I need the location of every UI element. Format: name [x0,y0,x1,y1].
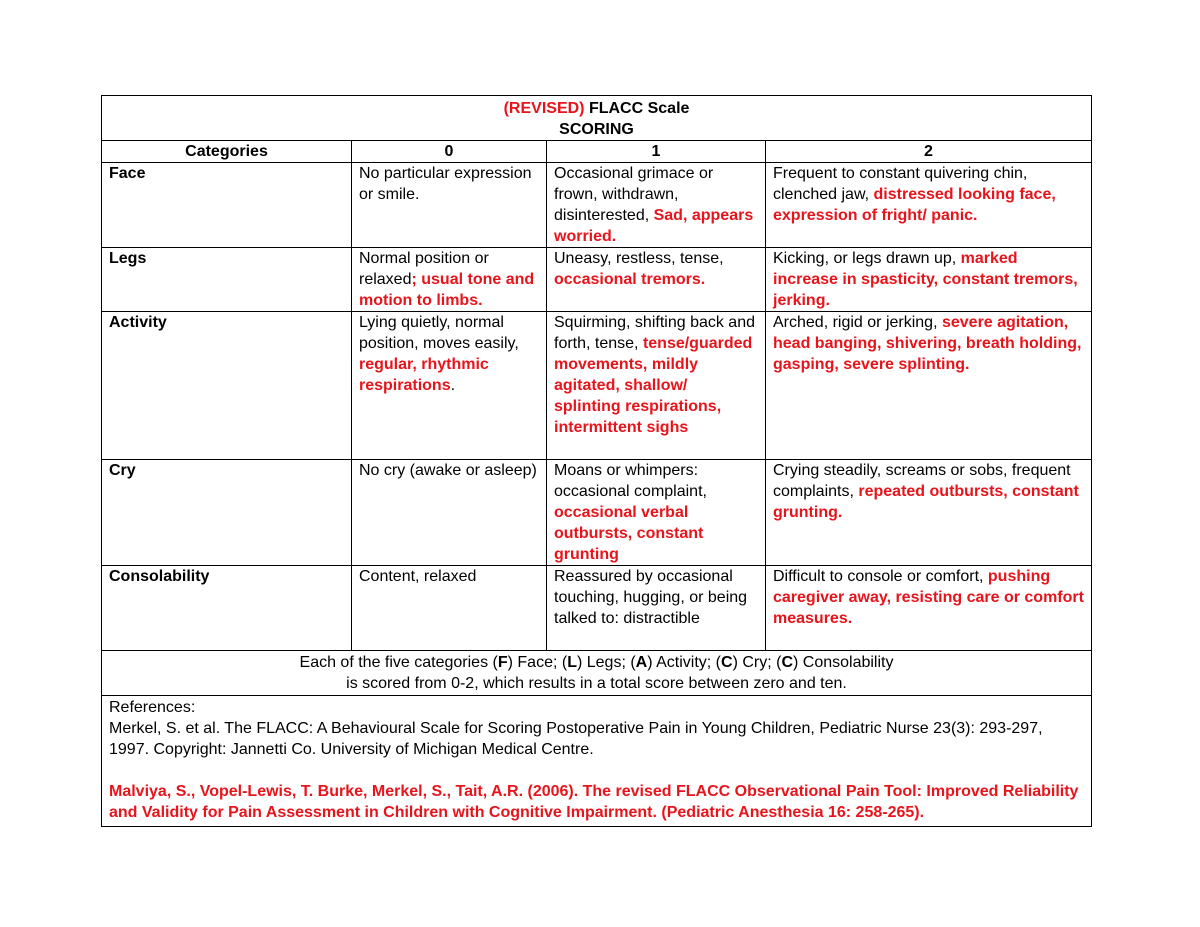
summary-C2: C [781,654,793,671]
legs-score-2 [766,248,1092,312]
cry-0-text: No cry (awake or asleep) [359,462,537,479]
activity-score-1 [547,312,766,460]
legs-score-0 [352,248,547,312]
table-row-consolability [102,566,1092,651]
consolability-score-2 [766,566,1092,651]
table-row-cry [102,460,1092,566]
header-score-0: 0 [352,141,547,163]
face-0-text: No particular expression or smile. [359,165,532,203]
category-face: Face [102,163,352,248]
header-categories: Categories [102,141,352,163]
flacc-table [101,95,1092,827]
activity-0-tail: . [450,377,456,394]
activity-2-revised: severe agitation, head banging, shivering, breath holding, gasping, severe splinting. [773,314,1082,373]
summary-t5: ) Cry; ( [732,654,782,671]
table-row-activity [102,312,1092,460]
consolability-0-text: Content, relaxed [359,568,477,585]
summary-F: F [497,654,508,671]
legs-1-revised: occasional tremors. [554,271,706,288]
cry-1-text: Moans or whimpers: occasional complaint, [554,462,707,500]
face-2-revised: distressed looking face, expression of fright/ panic. [773,186,1056,224]
summary-line2: is scored from 0-2, which results in a total score between zero and ten. [346,675,847,692]
face-score-1 [547,163,766,248]
summary-t3: ) Legs; ( [576,654,636,671]
references-row [102,696,1092,827]
summary-t4: ) Activity; ( [647,654,721,671]
legs-0-text: Normal position or relaxed [359,250,489,288]
face-score-0 [352,163,547,248]
scoring-summary [102,651,1092,696]
category-consolability: Consolability [102,566,352,651]
summary-C1: C [721,654,733,671]
face-1-revised: Sad, appears worried. [554,207,754,245]
header-score-1: 1 [547,141,766,163]
face-1-text: Occasional grimace or frown, withdrawn, disinterested, [554,165,714,224]
flacc-document [101,95,1091,827]
category-activity: Activity [102,312,352,460]
cry-score-2 [766,460,1092,566]
table-title [102,96,1092,141]
category-legs: Legs [102,248,352,312]
table-row-face [102,163,1092,248]
activity-0-revised: regular, rhythmic respirations [359,356,489,394]
legs-1-text: Uneasy, restless, tense, [554,250,724,267]
activity-1-revised: tense/guarded movements, mildly agitated, shallow/ splinting respirations, intermittent sighs [554,335,753,436]
summary-t2: ) Face; ( [507,654,568,671]
summary-A: A [635,654,648,671]
summary-L: L [567,654,577,671]
title-revised: (REVISED) [503,100,585,117]
activity-2-text: Arched, rigid or jerking, [773,314,942,331]
cry-1-revised: occasional verbal outbursts, constant grunting [554,504,704,563]
title-row [102,96,1092,141]
summary-t6: ) Consolability [793,654,894,671]
consolability-2-text: Difficult to console or comfort, [773,568,988,585]
face-score-2 [766,163,1092,248]
activity-0-text: Lying quietly, normal position, moves easily, [359,314,519,352]
legs-score-1 [547,248,766,312]
header-row [102,141,1092,163]
legs-2-text: Kicking, or legs drawn up, [773,250,961,267]
summary-t1: Each of the five categories ( [299,654,498,671]
table-row-legs [102,248,1092,312]
scoring-summary-row [102,651,1092,696]
activity-score-0 [352,312,547,460]
cry-2-text: Crying steadily, screams or sobs, frequent complaints, [773,462,1071,500]
legs-0-revised: ; usual tone and motion to limbs. [359,271,535,309]
reference-malviya: Malviya, S., Vopel-Lewis, T. Burke, Merkel, S., Tait, A.R. (2006). The revised FLACC Observational Pain Tool: Improved Reliability and Validity for Pain Assessment in Children with Cognitive Impairment. (Pediatric Anesthesia 16: 258-265). [109,783,1079,821]
cry-score-1 [547,460,766,566]
consolability-2-revised: pushing caregiver away, resisting care or comfort measures. [773,568,1084,627]
references [102,696,1092,827]
references-heading: References: [109,699,196,716]
consolability-1-text: Reassured by occasional touching, hugging, or being talked to: distractible [554,568,748,627]
header-score-2: 2 [766,141,1092,163]
cry-2-revised: repeated outbursts, constant grunting. [773,483,1079,521]
category-cry: Cry [102,460,352,566]
activity-score-2 [766,312,1092,460]
reference-merkel: Merkel, S. et al. The FLACC: A Behavioural Scale for Scoring Postoperative Pain in Young Children, Pediatric Nurse 23(3): 293-297, 1997. Copyright: Jannetti Co. University of Michigan Medical Centre. [109,720,1043,758]
consolability-score-1 [547,566,766,651]
activity-1-text: Squirming, shifting back and forth, tense, [554,314,755,352]
legs-2-revised: marked increase in spasticity, constant tremors, jerking. [773,250,1078,309]
title-subtitle: SCORING [559,121,634,138]
cry-score-0 [352,460,547,566]
face-2-text: Frequent to constant quivering chin, clenched jaw, [773,165,1028,203]
consolability-score-0 [352,566,547,651]
title-name: FLACC Scale [584,100,690,117]
